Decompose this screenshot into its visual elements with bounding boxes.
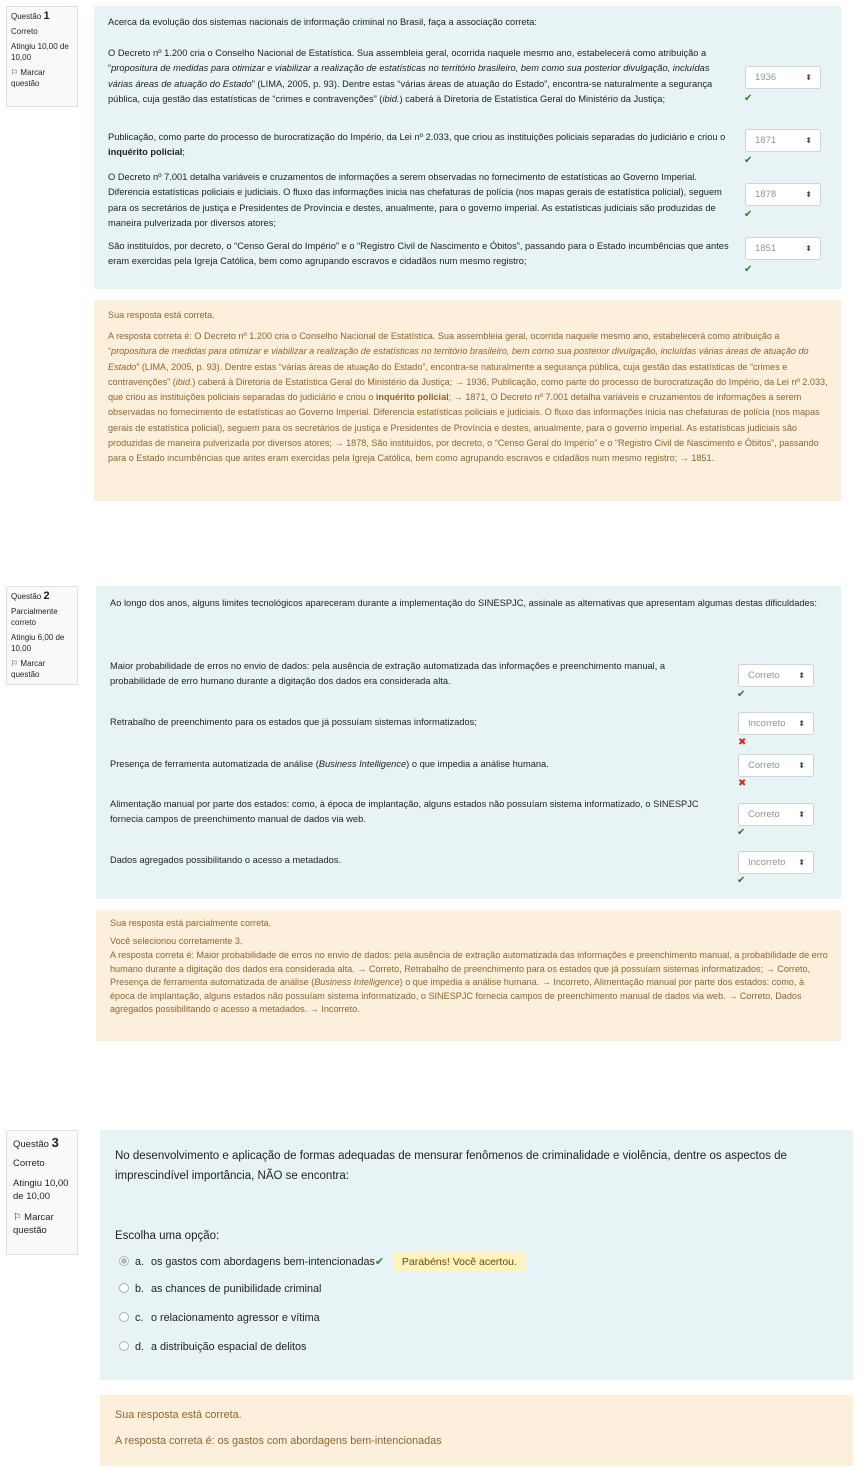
option-row-4: Alimentação manual por parte dos estados: como, à época de implantação, alguns estados não possuíam sistema informatizado, o SINESPJC fornecia campos de preenchimento manual de dados via web. (110, 799, 699, 825)
congrats-badge: Parabéns! Você acertou. (394, 1252, 525, 1272)
check-icon: ✔ (374, 1256, 384, 1268)
cross-icon: ✖ (738, 778, 747, 789)
answer-select-5[interactable]: Incorreto ⬍ (738, 851, 814, 874)
cross-icon: ✖ (738, 737, 747, 748)
question-grade: Atingiu 10,00 de 10,00 (11, 42, 69, 62)
question-3-formulation (100, 1130, 853, 1380)
option-b[interactable]: b. as chances de punibilidade criminal (119, 1281, 321, 1297)
select-arrow-icon: ⬍ (805, 73, 812, 82)
select-arrow-icon: ⬍ (805, 190, 812, 199)
answer-select-2[interactable]: 1871 ⬍ (745, 129, 821, 152)
option-a[interactable]: a. os gastos com abordagens bem-intencionadas✔ Parabéns! Você acertou. (119, 1252, 525, 1268)
feedback-title: Sua resposta está correta. (115, 1409, 242, 1421)
question-grade: Atingiu 6,00 de 10,00 (11, 633, 65, 653)
question-number: Questão 2 (11, 590, 50, 602)
match-item-1: O Decreto nº 1.200 cria o Conselho Nacional de Estatística. Sua assembleia geral, ocorrida naquele mesmo ano, estabelecerá como atribuição a “propositura de medidas para otimizar e viabilizar a realização de estatísticas no território brasileiro, bem como sua posterior divulgação, incluídas várias áreas de atuação do Estado” (LIMA, 2005, p. 93). Dentre estas “várias áreas de atuação do Estado”, encontra-se naturalmente a segurança pública, cuja gestão das estatísticas de “crimes e contravenções” (ibid.) caberá à Diretoria de Estatística Geral do Ministério da Justiça; (108, 48, 713, 105)
select-arrow-icon: ⬍ (805, 136, 812, 145)
question-number: Questão 3 (13, 1135, 59, 1150)
answer-select-1[interactable]: 1936 ⬍ (745, 66, 821, 89)
flag-question-link[interactable]: ⚐ Marcar questão (11, 68, 46, 88)
question-2-feedback (96, 910, 841, 1041)
check-icon: ✔ (744, 209, 753, 220)
check-icon: ✔ (744, 155, 753, 166)
question-state: Correto (11, 27, 38, 36)
question-1-formulation (94, 6, 841, 289)
option-d[interactable]: d. a distribuição espacial de delitos (119, 1339, 306, 1355)
flag-icon: ⚐ (11, 659, 19, 668)
correct-answer-text: A resposta correta é: Maior probabilidade de erros no envio de dados: pela ausência de extração automatizada das informações e preenchimento manual, a probabilidade de erro humano durante a digitação dos dados era considerada alta. → Correto, Retrabalho de preenchimento para os estados que já possuíam sistemas informatizados; → Correto, Presença de ferramenta automatizada de análise (Business Intelligence) o que impedia a análise humana. → Incorreto, Alimentação manual por parte dos estados: como, à época de implantação, alguns estados não possuíam sistema informatizado, o SINESPJC fornecia campos de preenchimento manual de dados via web. → Correto, Dados agregados possibilitando o acesso a metadados. → Incorreto. (110, 950, 828, 1014)
select-arrow-icon: ⬍ (798, 671, 805, 680)
question-1-info (6, 6, 78, 107)
radio-button[interactable] (119, 1312, 129, 1322)
feedback-title: Sua resposta está parcialmente correta. (110, 918, 272, 928)
radio-button[interactable] (119, 1283, 129, 1293)
option-row-3: Presença de ferramenta automatizada de análise (Business Intelligence) o que impedia a análise humana. (110, 759, 549, 769)
option-row-1: Maior probabilidade de erros no envio de dados: pela ausência de extração automatizada das informações e preenchimento manual, a probabilidade de erro humano durante a digitação dos dados era considerada alta. (110, 661, 666, 687)
choose-option-label: Escolha uma opção: (115, 1230, 220, 1242)
question-stem: Ao longo dos anos, alguns limites tecnológicos apareceram durante a implementação do SINESPJC, assinale as alternativas que apresentam algumas destas dificuldades: (110, 598, 817, 608)
question-1-feedback (94, 300, 841, 501)
question-state: Correto (13, 1158, 45, 1169)
correct-answer-text: A resposta correta é: O Decreto nº 1.200 cria o Conselho Nacional de Estatística. Sua assembleia geral, ocorrida naquele mesmo ano, estabelecerá como atribuição a “propositura de medidas para otimizar e viabilizar a realização de estatísticas no território brasileiro, bem como sua posterior divulgação, incluídas várias áreas de atuação do Estado” (LIMA, 2005, p. 93). Dentre estas “várias áreas de atuação do Estado”, encontra-se naturalmente a segurança pública, cuja gestão das estatísticas de “crimes e contravenções” (ibid.) caberá à Diretoria de Estatística Geral do Ministério da Justiça; → 1936, Publicação, como parte do processo de burocratização do Império, da Lei nº 2.033, que criou as instituições policiais separadas do judiciário e criou o inquérito policial; → 1871, O Decreto nº 7.001 detalha variáveis e cruzamentos de informações a serem observadas no fornecimento de estatísticas ao Governo Imperial. Diferencia estatísticas policiais e judiciais. O fluxo das informações inicia nas chefaturas de polícia (nos mapas gerais de estatística policial), seguem para os secretários de justiça e Presidentes de Província e destes, anualmente, para o governo imperial. As estatísticas judiciais são produzidas de maneira pulverizada por diversos atores; → 1878, São instituídos, por decreto, o “Censo Geral do Império” e o “Registro Civil de Nascimento e Óbitos”, passando para o Estado incumbências que antes eram exercidas pela Igreja Católica, bem como agrupando escravos e cidadãos num mesmo registro; → 1851. (108, 331, 828, 464)
flag-icon: ⚐ (13, 1212, 22, 1223)
flag-icon: ⚐ (11, 68, 19, 77)
question-state: Parcialmente correto (11, 607, 58, 627)
check-icon: ✔ (737, 875, 746, 886)
question-2-info (6, 586, 78, 685)
check-icon: ✔ (737, 689, 746, 700)
radio-button[interactable] (119, 1341, 129, 1351)
select-arrow-icon: ⬍ (798, 719, 805, 728)
question-3-feedback (100, 1395, 853, 1466)
feedback-title: Sua resposta está correta. (108, 310, 215, 320)
question-stem: Acerca da evolução dos sistemas nacionais de informação criminal no Brasil, faça a associação correta: (108, 17, 537, 27)
select-arrow-icon: ⬍ (798, 810, 805, 819)
correct-answer-text: A resposta correta é: os gastos com abordagens bem-intencionadas (115, 1435, 442, 1447)
select-arrow-icon: ⬍ (805, 244, 812, 253)
match-item-4: São instituídos, por decreto, o “Censo Geral do Império” e o “Registro Civil de Nascimento e Óbitos”, passando para o Estado incumbências que antes eram exercidas pela Igreja Católica, bem como agrupando escravos e cidadãos num mesmo registro; (108, 241, 729, 267)
question-3-info (6, 1130, 78, 1255)
match-item-3: O Decreto nº 7.001 detalha variáveis e cruzamentos de informações a serem observadas no fornecimento de estatísticas ao Governo Imperial. Diferencia estatísticas policiais e judiciais. O fluxo das informações inicia nas chefaturas de polícia (nos mapas gerais de estatística policial), seguem para os secretários de justiça e Presidentes de Província e destes, anualmente, para o governo imperial. As estatísticas judiciais são produzidas de maneira pulverizada por diversos atores; (108, 172, 722, 229)
question-stem: No desenvolvimento e aplicação de formas adequadas de mensurar fenômenos de criminalidade e violência, dentre os aspectos de imprescindível importância, NÃO se encontra: (115, 1150, 787, 1182)
answer-select-4[interactable]: 1851 ⬍ (745, 237, 821, 260)
answer-select-1[interactable]: Correto ⬍ (738, 664, 814, 687)
question-number: Questão 1 (11, 10, 50, 22)
question-grade: Atingiu 10,00 de 10,00 (13, 1178, 69, 1202)
radio-button[interactable] (119, 1256, 129, 1266)
option-row-2: Retrabalho de preenchimento para os estados que já possuíam sistemas informatizados; (110, 717, 477, 727)
answer-select-4[interactable]: Correto ⬍ (738, 803, 814, 826)
match-item-2: Publicação, como parte do processo de burocratização do Império, da Lei nº 2.033, que criou as instituições policiais separadas do judiciário e criou o inquérito policial; (108, 132, 726, 158)
option-c[interactable]: c. o relacionamento agressor e vítima (119, 1310, 320, 1326)
answer-select-3[interactable]: Correto ⬍ (738, 754, 814, 777)
question-2-formulation (96, 586, 841, 899)
select-arrow-icon: ⬍ (798, 761, 805, 770)
flag-question-link[interactable]: ⚐ Marcar questão (11, 659, 46, 679)
selected-count: Você selecionou corretamente 3. (110, 936, 243, 946)
answer-select-3[interactable]: 1878 ⬍ (745, 183, 821, 206)
check-icon: ✔ (744, 264, 753, 275)
check-icon: ✔ (737, 827, 746, 838)
flag-question-link[interactable]: ⚐ Marcar questão (13, 1212, 54, 1236)
check-icon: ✔ (744, 93, 753, 104)
option-row-5: Dados agregados possibilitando o acesso a metadados. (110, 855, 342, 865)
answer-select-2[interactable]: Incorreto ⬍ (738, 712, 814, 735)
select-arrow-icon: ⬍ (798, 858, 805, 867)
